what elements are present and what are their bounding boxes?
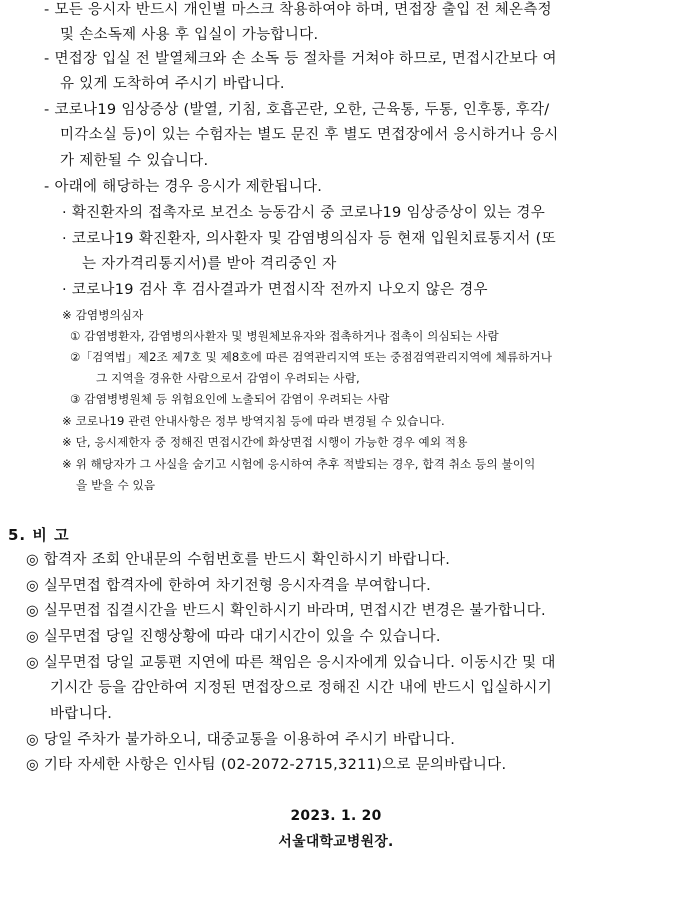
remark-item: ◎ 당일 주차가 불가하오니, 대중교통을 이용하여 주시기 바랍니다. — [26, 732, 456, 748]
note-line: ※ 단, 응시제한자 중 정해진 면접시간에 화상면접 시행이 가능한 경우 예외 적용 — [62, 435, 468, 449]
notice-line: 가 제한될 수 있습니다. — [60, 153, 209, 169]
remark-item: ◎ 실무면접 당일 진행상황에 따라 대기시간이 있을 수 있습니다. — [26, 629, 441, 645]
remark-item: ◎ 실무면접 집결시간을 반드시 확인하시기 바라며, 면접시간 변경은 불가합니다. — [26, 603, 546, 619]
note-line: ※ 위 해당자가 그 사실을 숨기고 시험에 응시하여 추후 적발되는 경우, 합격 취소 등의 불이익 — [62, 457, 536, 471]
notice-line: 미각소실 등)이 있는 수험자는 별도 문진 후 별도 면접장에서 응시하거나 응시 — [60, 127, 559, 143]
note-line: 을 받을 수 있음 — [76, 478, 156, 492]
restriction-item: · 코로나19 검사 후 검사결과가 면접시작 전까지 나오지 않은 경우 — [62, 282, 488, 298]
notice-line: 유 있게 도착하여 주시기 바랍니다. — [60, 76, 285, 92]
notice-line: - 코로나19 임상증상 (발열, 기침, 호흡곤란, 오한, 근육통, 두통, 인후통, 후각/ — [44, 102, 550, 118]
section-heading: 5. 비 고 — [8, 526, 70, 544]
issue-date: 2023. 1. 20 — [290, 808, 382, 824]
remark-item: ◎ 합격자 조회 안내문의 수험번호를 반드시 확인하시기 바랍니다. — [26, 552, 451, 568]
suspect-item: ① 감염병환자, 감염병의사환자 및 병원체보유자와 접촉하거나 접촉이 의심되는 사람 — [70, 329, 499, 343]
remark-item: 기시간 등을 감안하여 지정된 면접장으로 정해진 시간 내에 반드시 입실하시기 — [50, 680, 553, 696]
notice-line: - 모든 응시자 반드시 개인별 마스크 착용하여야 하며, 면접장 출입 전 체온측정 — [44, 2, 552, 18]
restriction-item: · 코로나19 확진환자, 의사환자 및 감염병의심자 등 현재 입원치료통지서 (또 — [62, 231, 556, 247]
suspect-item: ③ 감염병병원체 등 위험요인에 노출되어 감염이 우려되는 사람 — [70, 392, 390, 406]
note-line: ※ 코로나19 관련 안내사항은 정부 방역지침 등에 따라 변경될 수 있습니다. — [62, 414, 445, 428]
suspect-title: ※ 감염병의심자 — [62, 308, 144, 322]
remark-item: ◎ 실무면접 당일 교통편 지연에 따른 책임은 응시자에게 있습니다. 이동시간 및 대 — [26, 655, 556, 671]
signature-line: 서울대학교병원장. — [278, 834, 394, 850]
remark-item: ◎ 실무면접 합격자에 한하여 차기전형 응시자격을 부여합니다. — [26, 578, 431, 594]
restriction-item: · 확진환자의 접촉자로 보건소 능동감시 중 코로나19 임상증상이 있는 경우 — [62, 205, 546, 221]
notice-line: 및 손소독제 사용 후 입실이 가능합니다. — [60, 27, 319, 43]
notice-line: - 면접장 입실 전 발열체크와 손 소독 등 절차를 거쳐야 하므로, 면접시간보다 여 — [44, 51, 557, 67]
remark-item: 바랍니다. — [50, 706, 113, 722]
remark-item: ◎ 기타 자세한 사항은 인사팀 (02-2072-2715,3211)으로 문의바랍니다. — [26, 757, 507, 773]
restriction-item: 는 자가격리통지서)를 받아 격리중인 자 — [82, 256, 337, 272]
suspect-item: ②「검역법」제2조 제7호 및 제8호에 따른 검역관리지역 또는 중점검역관리지역에 체류하거나 — [70, 350, 553, 364]
suspect-item: 그 지역을 경유한 사람으로서 감염이 우려되는 사람, — [96, 371, 360, 385]
notice-line: - 아래에 해당하는 경우 응시가 제한됩니다. — [44, 179, 323, 195]
